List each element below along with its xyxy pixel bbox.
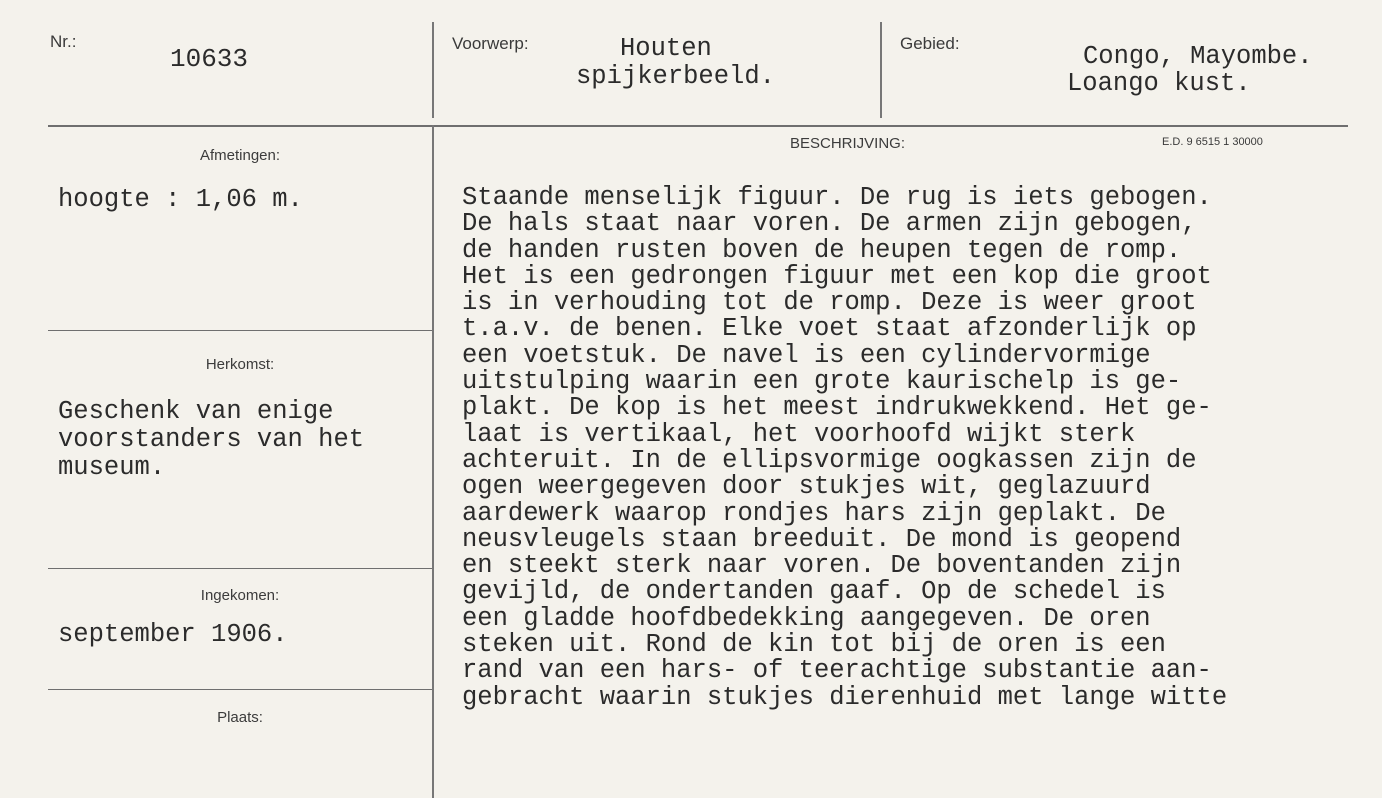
description-line: een voetstuk. De navel is een cylindervormige <box>462 340 1151 370</box>
herkomst-line1: Geschenk van enige <box>58 397 334 426</box>
header-divider-2 <box>880 22 882 118</box>
form-code: E.D. 9 6515 1 30000 <box>1162 136 1263 148</box>
rule-afmetingen <box>48 330 432 331</box>
ingekomen-label: Ingekomen: <box>200 587 280 604</box>
description-line: laat is vertikaal, het voorhoofd wijkt sterk <box>462 419 1136 449</box>
description-line: steken uit. Rond de kin tot bij de oren is een <box>462 630 1166 660</box>
description-line: ogen weergegeven door stukjes wit, geglazuurd <box>462 472 1151 502</box>
beschrijving-label: BESCHRIJVING: <box>790 135 906 152</box>
header-divider-1 <box>432 22 434 118</box>
description-line: uitstulping waarin een grote kaurischelp is ge- <box>462 367 1182 397</box>
description-line: de handen rusten boven de heupen tegen de romp. <box>462 235 1182 265</box>
description-line: is in verhouding tot de romp. Deze is weer groot <box>462 288 1197 318</box>
herkomst-label: Herkomst: <box>205 356 275 373</box>
description-line: rand van een hars- of teerachtige substantie aan- <box>462 656 1212 686</box>
gebied-value-line2: Loango kust. <box>1067 69 1251 98</box>
description-line: een gladde hoofdbedekking aangegeven. De oren <box>462 603 1151 633</box>
description-line: gebracht waarin stukjes dierenhuid met lange witte <box>462 682 1228 712</box>
description-line: plakt. De kop is het meest indrukwekkend. Het ge- <box>462 393 1212 423</box>
ingekomen-value: september 1906. <box>58 620 288 649</box>
herkomst-line2: voorstanders van het <box>58 425 365 454</box>
description-line: t.a.v. de benen. Elke voet staat afzonderlijk op <box>462 314 1197 344</box>
description-line: Staande menselijk figuur. De rug is iets gebogen. <box>462 183 1212 212</box>
description-line: neusvleugels staan breeduit. De mond is geopend <box>462 524 1182 554</box>
description-line: aardewerk waarop rondjes hars zijn geplakt. De <box>462 498 1166 528</box>
afmetingen-label: Afmetingen: <box>199 147 281 164</box>
voorwerp-value-line1: Houten <box>620 34 712 63</box>
rule-ingekomen <box>48 689 432 690</box>
description-line: gevijld, de ondertanden gaaf. Op de schedel is <box>462 577 1166 607</box>
nr-value: 10633 <box>170 44 249 74</box>
column-divider <box>432 125 434 798</box>
gebied-label: Gebied: <box>900 34 960 53</box>
voorwerp-label: Voorwerp: <box>452 34 529 53</box>
description-line: achteruit. In de ellipsvormige oogkassen zijn de <box>462 445 1197 475</box>
description-text <box>462 185 1227 711</box>
voorwerp-value-line2: spijkerbeeld. <box>576 62 775 91</box>
description-line: De hals staat naar voren. De armen zijn gebogen, <box>462 209 1197 239</box>
rule-herkomst <box>48 568 432 569</box>
gebied-value-line1: Congo, Mayombe. <box>1083 42 1313 71</box>
description-line: Het is een gedrongen figuur met een kop die groot <box>462 261 1212 291</box>
header-rule <box>48 125 1348 127</box>
plaats-label: Plaats: <box>217 709 263 726</box>
nr-label: Nr.: <box>50 32 77 51</box>
afmetingen-value: hoogte : 1,06 m. <box>58 185 303 214</box>
herkomst-line3: museum. <box>58 453 166 482</box>
description-line: en steekt sterk naar voren. De boventanden zijn <box>462 551 1182 581</box>
